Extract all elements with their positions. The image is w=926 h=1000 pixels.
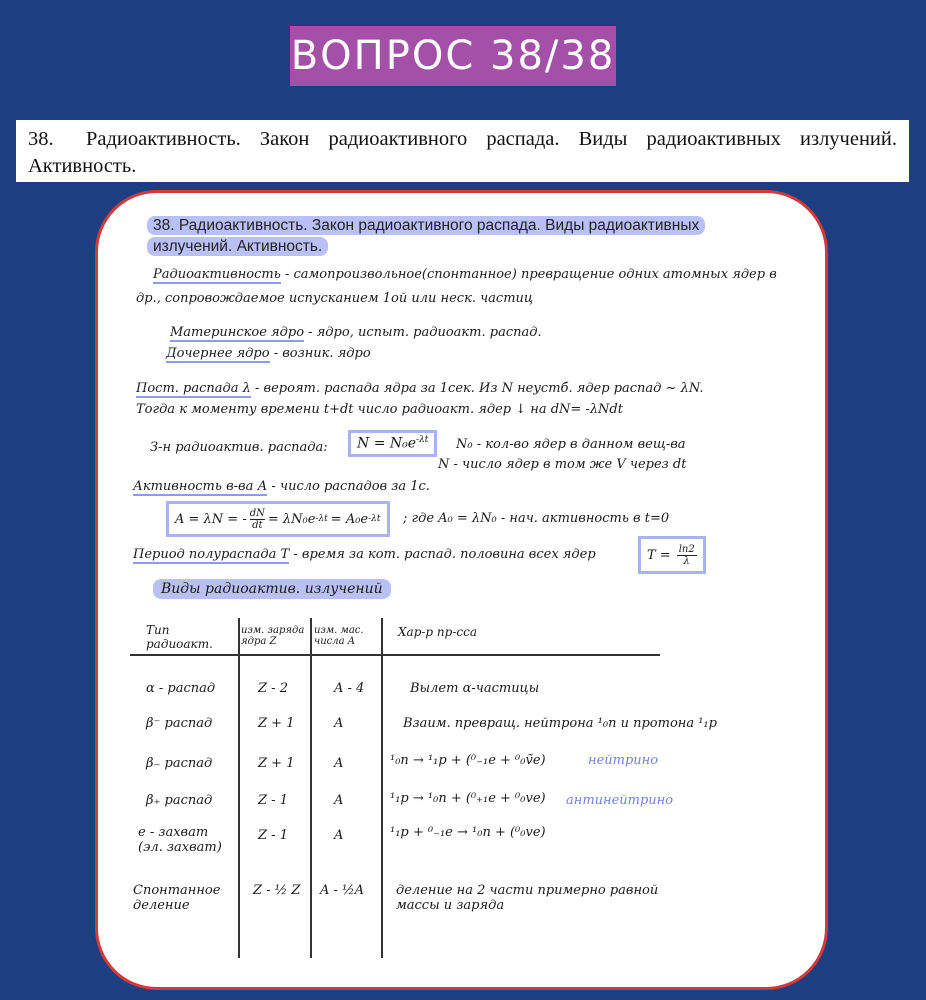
mother-nucleus-term: Материнское ядро [170, 325, 305, 340]
table-row-4-desc: ¹₁p → ¹₀n + (⁰₊₁e + ⁰₀ve) [390, 791, 546, 806]
table-row-2-z: Z + 1 [258, 716, 295, 731]
table-row-1-type: α - распад [146, 681, 216, 696]
activity-fraction-numerator: dN [249, 507, 265, 519]
mother-nucleus-def: - ядро, испыт. радиоакт. распад. [308, 325, 542, 340]
table-row-4-z: Z - 1 [258, 793, 288, 808]
decay-law-label: З-н радиоактив. распада: [150, 440, 328, 455]
table-row-4-type: β₊ распад [146, 793, 213, 808]
decay-law-formula-exp: -λt [416, 435, 429, 445]
table-row-6-a: A - ½A [320, 883, 365, 898]
table-row-6-type-l1: Спонтанное [133, 883, 221, 898]
table-header-type-l2: радиоакт. [146, 637, 213, 651]
table-row-6-desc-l1: деление на 2 части примерно равной [396, 883, 659, 898]
question-text-box [16, 120, 909, 182]
radioactivity-def-line2: др., сопровождаемое испусканием 1ой или неск. частиц [136, 291, 533, 306]
radioactivity-definition [153, 267, 777, 282]
daughter-nucleus-term: Дочернее ядро [166, 346, 270, 361]
activity-formula-part-a: A = λN = - [175, 511, 247, 527]
table-header-mass [314, 625, 364, 647]
table-header-type-l1: Тип [146, 623, 170, 637]
table-row-1-desc: Вылет α-частицы [410, 681, 540, 696]
table-row-3-z: Z + 1 [258, 756, 295, 771]
half-life-term: Период полураспада Т [133, 547, 290, 562]
table-row-1-a: A - 4 [334, 681, 365, 696]
table-row-4-note: антинейтрино [566, 793, 674, 808]
radiation-types-heading-text: Виды радиоактив. излучений [153, 579, 391, 599]
table-header-mass-l2: числа A [314, 636, 355, 647]
table-col-divider-1 [238, 618, 240, 958]
table-row-6-z: Z - ½ Z [253, 883, 301, 898]
table-row-5-desc: ¹₁p + ⁰₋₁e → ¹₀n + (⁰₀ve) [390, 825, 546, 840]
table-row-3-a: A [334, 756, 344, 771]
table-header-process: Хар-р пр-сса [398, 625, 477, 639]
decay-law-formula-base: N = N₀e [357, 435, 417, 452]
radioactivity-def-line1: - самопроизвольное(спонтанное) превращение одних атомных ядер в [284, 267, 777, 282]
table-header-divider [130, 654, 660, 656]
activity-formula [166, 501, 390, 537]
table-row-4-a: A [334, 793, 344, 808]
activity-exp-2: -λt [368, 514, 381, 524]
table-row-6-type-l2: деление [133, 898, 190, 913]
decay-constant-def-line1: - вероят. распада ядра за 1сек. Из N неустб. ядер распад ~ λN. [255, 381, 704, 396]
activity-definition [133, 479, 430, 494]
table-col-divider-3 [381, 618, 383, 958]
radiation-types-heading [153, 581, 391, 597]
decay-constant-definition [136, 381, 704, 396]
notes-title-line1: 38. Радиоактивность. Закон радиоактивного распада. Виды радиоактивных [147, 216, 705, 235]
table-col-divider-2 [310, 618, 312, 958]
activity-formula-part-b: = λN₀e [267, 511, 316, 527]
question-text: Радиоактивность. Закон радиоактивного распада. Виды радиоактивных излучений. Активность. [28, 128, 897, 177]
half-life-def: - время за кот. распад. половина всех ядер [293, 547, 596, 562]
mother-nucleus-definition [170, 325, 542, 340]
table-row-2-desc: Взаим. превращ. нейтрона ¹₀n и протона ¹₁p [403, 716, 717, 731]
half-life-definition [133, 547, 596, 562]
half-life-formula-lhs: T = [647, 547, 671, 563]
table-row-6-type [133, 883, 220, 913]
table-row-3-type: β₋ распад [146, 756, 213, 771]
question-counter-badge: ВОПРОС 38/38 [290, 26, 616, 86]
activity-fraction [250, 508, 265, 531]
decay-constant-def-line2: Тогда к моменту времени t+dt число радиоакт. ядер ↓ на dN= -λNdt [136, 402, 623, 417]
table-row-6-desc [396, 883, 658, 913]
notes-title-line2: излучений. Активность. [147, 237, 328, 256]
question-number: 38. [28, 128, 54, 150]
activity-note: ; где A₀ = λN₀ - нач. активность в t=0 [403, 511, 670, 526]
notes-title [147, 215, 705, 257]
half-life-fraction-denominator: λ [683, 555, 690, 567]
half-life-fraction [677, 544, 697, 567]
handwritten-notes-card [95, 190, 828, 990]
table-row-2-a: A [334, 716, 344, 731]
table-row-3-note: нейтрино [588, 753, 659, 768]
radioactivity-term: Радиоактивность [153, 267, 281, 282]
activity-fraction-denominator: dt [252, 519, 263, 531]
table-header-mass-l1: изм. мас. [314, 625, 364, 636]
activity-def: - число распадов за 1с. [271, 479, 430, 494]
table-header-type [146, 623, 213, 651]
half-life-fraction-numerator: ln2 [678, 543, 695, 555]
activity-formula-part-c: = A₀e [330, 511, 369, 527]
half-life-formula [638, 536, 706, 574]
decay-constant-term: Пост. распада λ [136, 381, 251, 396]
table-header-charge-l2: ядра Z [241, 636, 277, 647]
activity-exp-1: -λt [315, 514, 328, 524]
table-row-5-type-l1: е - захват [138, 825, 209, 840]
table-row-6-desc-l2: массы и заряда [396, 898, 505, 913]
decay-law-formula [348, 430, 437, 457]
table-row-5-type-l2: (эл. захват) [138, 840, 222, 855]
activity-term: Активность в-ва А [133, 479, 268, 494]
table-row-5-z: Z - 1 [258, 828, 288, 843]
daughter-nucleus-definition [166, 346, 371, 361]
n-description: N - число ядер в том же V через dt [438, 457, 687, 472]
table-row-2-type: β⁻ распад [146, 716, 213, 731]
table-header-charge [241, 625, 304, 647]
daughter-nucleus-def: - возник. ядро [273, 346, 371, 361]
table-row-3-desc: ¹₀n → ¹₁p + (⁰₋₁e + ⁰₀ṽe) [390, 753, 546, 768]
table-row-1-z: Z - 2 [258, 681, 288, 696]
table-header-charge-l1: изм. заряда [241, 625, 305, 636]
table-row-5-type [138, 825, 222, 855]
n0-description: N₀ - кол-во ядер в данном вещ-ва [456, 437, 686, 452]
table-row-5-a: A [334, 828, 344, 843]
